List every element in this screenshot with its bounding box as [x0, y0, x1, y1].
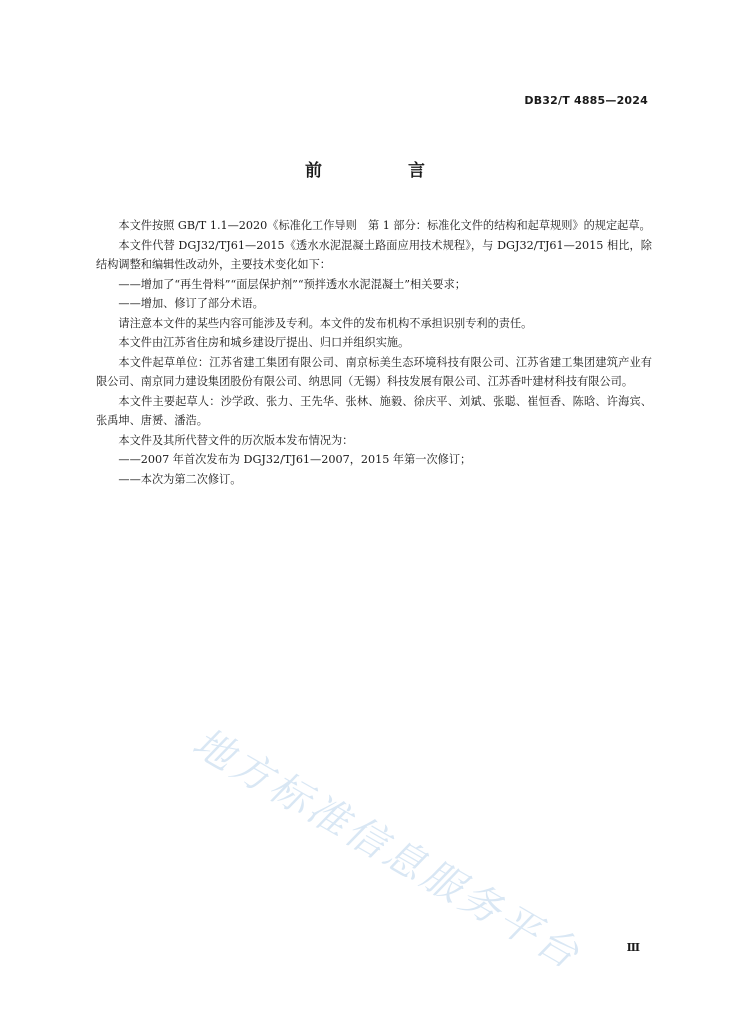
paragraph: 本文件及其所代替文件的历次版本发布情况为： [118, 433, 354, 447]
list-item: ——本次为第二次修订。 [118, 472, 242, 486]
list-item: ——增加了“再生骨料”“面层保护剂”“预拌透水水泥混凝土”相关要求； [118, 277, 466, 291]
paragraph: 本文件起草单位：江苏省建工集团有限公司、南京标美生态环境科技有限公司、江苏省建工集团建筑产业有限公司、南京同力建设集团股份有限公司、纳思同（无锡）科技发展有限公司、江苏香叶建材科技有限公司。 [96, 355, 652, 388]
paragraph: 本文件代替 DGJ32/TJ61—2015《透水水泥混凝土路面应用技术规程》，与 DGJ32/TJ61—2015 相比，除结构调整和编辑性改动外，主要技术变化如下： [96, 238, 652, 271]
watermark: 地方标准信息服务平台 [184, 719, 589, 980]
list-item: ——增加、修订了部分术语。 [118, 297, 264, 310]
page-number: Ⅲ [626, 941, 640, 954]
paragraph: 本文件按照 GB/T 1.1—2020《标准化工作导则 第 1 部分：标准化文件的结构和起草规则》的规定起草。 [118, 219, 651, 232]
paragraph: 请注意本文件的某些内容可能涉及专利。本文件的发布机构不承担识别专利的责任。 [118, 316, 533, 330]
paragraph: 本文件由江苏省住房和城乡建设厅提出、归口并组织实施。 [118, 336, 410, 349]
foreword-body [96, 216, 652, 489]
document-code: DB32/T 4885—2024 [524, 94, 648, 107]
page-title: 前 言 [305, 161, 465, 181]
paragraph: 本文件主要起草人：沙学政、张力、王先华、张林、施毅、徐庆平、刘斌、张聪、崔恒香、陈晗、许海宾、张禹坤、唐赟、潘浩。 [96, 394, 652, 427]
list-item: ——2007 年首次发布为 DGJ32/TJ61—2007，2015 年第一次修订； [118, 453, 472, 466]
